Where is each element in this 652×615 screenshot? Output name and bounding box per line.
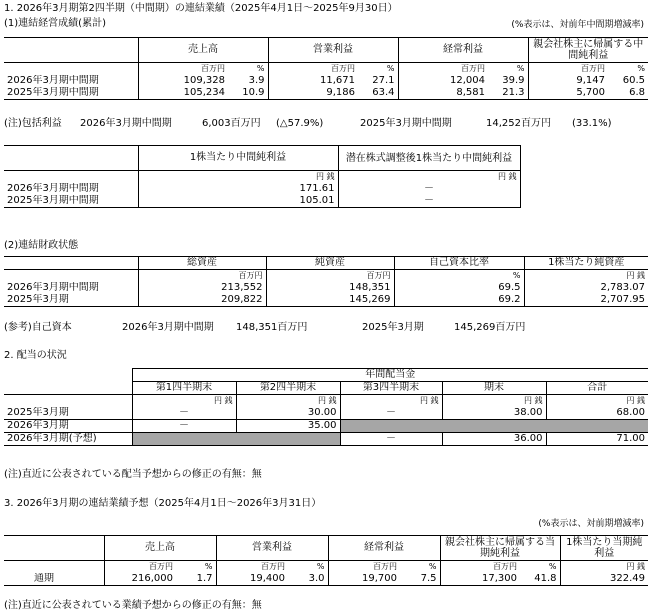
- shaded-cell: [442, 420, 546, 433]
- financial-position-heading: (2)連結財政状態: [4, 240, 79, 251]
- unit-yen: 円 銭: [138, 171, 338, 184]
- table-row: [4, 75, 648, 87]
- cell: －: [340, 407, 442, 420]
- unit-yen: 円 銭: [340, 395, 442, 408]
- unit-pct: %: [488, 63, 528, 76]
- cell: 17,300: [440, 573, 520, 586]
- cell: 60.5: [622, 75, 645, 86]
- cell: 105,234: [138, 87, 228, 100]
- unit-pct: %: [176, 561, 216, 574]
- cell: 9,186: [268, 87, 358, 100]
- forecast-note: (注)直近に公表されている業績予想からの修正の有無：無: [4, 600, 262, 611]
- note-value: 14,252百万円: [486, 118, 551, 129]
- table-row: [4, 282, 648, 294]
- header-net-profit: 親会社株主に帰属する当期純利益: [440, 536, 560, 561]
- page-title: 1. 2026年3月期第2四半期（中間期）の連結業績（2025年4月1日～2025年9月30日）: [4, 3, 398, 14]
- table-row: [4, 195, 520, 208]
- shaded-cell: [546, 420, 648, 433]
- note-period: 2025年3月期中間期: [360, 118, 452, 129]
- cell: －: [340, 433, 442, 446]
- cell: 12,004: [398, 75, 488, 87]
- cell: 3.9: [248, 75, 265, 86]
- cell: 105.01: [138, 195, 338, 208]
- row-label: 2025年3月期中間期: [4, 87, 138, 100]
- row-label: 2026年3月期中間期: [7, 183, 99, 194]
- cell: 6.8: [608, 87, 648, 100]
- cell: 36.00: [442, 433, 546, 446]
- shaded-cell: [340, 420, 442, 433]
- unit-million: 百万円: [328, 561, 400, 574]
- cell: 2,783.07: [524, 282, 648, 294]
- unit-yen: 円 銭: [560, 561, 648, 574]
- note-value: 6,003百万円: [202, 118, 261, 129]
- cell: 21.3: [488, 87, 528, 100]
- cell: 41.8: [520, 573, 560, 586]
- header-year-end: 期末: [442, 382, 546, 395]
- header-ordinary-profit: 経常利益: [398, 38, 528, 63]
- header-operating-profit: 営業利益: [268, 38, 398, 63]
- note-period: 2026年3月期中間期: [122, 322, 214, 333]
- table-row: [4, 433, 648, 446]
- row-label: 2025年3月期: [7, 407, 69, 418]
- operating-results-table: [4, 37, 648, 100]
- operating-results-pct-note: (%表示は、対前年中間期増減率): [511, 20, 644, 30]
- header-sales: 売上高: [104, 536, 216, 561]
- note-period: 2026年3月期中間期: [80, 118, 172, 129]
- cell: 8,581: [398, 87, 488, 100]
- cell: 69.5: [394, 282, 524, 294]
- unit: 円 銭: [524, 270, 648, 283]
- unit-pct: %: [400, 561, 440, 574]
- header-q1: 第1四半期末: [132, 382, 236, 395]
- unit-yen: 円 銭: [236, 395, 340, 408]
- cell: 39.9: [502, 75, 525, 86]
- unit-pct: %: [608, 63, 648, 76]
- cell: 63.4: [358, 87, 398, 100]
- forecast-heading: 3. 2026年3月期の連結業績予想（2025年4月1日～2026年3月31日）: [4, 498, 322, 509]
- header-equity-ratio: 自己資本比率: [394, 257, 524, 270]
- note-label: (参考)自己資本: [4, 322, 72, 333]
- row-label: 通期: [4, 573, 104, 586]
- header-ordinary-profit: 経常利益: [328, 536, 440, 561]
- comprehensive-income-note: [4, 118, 648, 130]
- table-row: [4, 573, 648, 586]
- unit-million: 百万円: [528, 63, 608, 76]
- cell: 68.00: [546, 407, 648, 420]
- note-pct: (33.1%): [572, 118, 612, 129]
- dividend-note: (注)直近に公表されている配当予想からの修正の有無：無: [4, 469, 262, 480]
- header-diluted-eps: 潜在株式調整後1株当たり中間純利益: [338, 146, 520, 171]
- note-label: (注)包括利益: [4, 118, 62, 129]
- unit: 百万円: [266, 270, 394, 283]
- table-row: [4, 420, 648, 433]
- cell: －: [338, 195, 520, 208]
- shaded-cell: [236, 433, 340, 446]
- row-label: 2026年3月期中間期: [7, 282, 99, 293]
- row-label: 2026年3月期中間期: [7, 75, 99, 86]
- cell: 1.7: [176, 573, 216, 586]
- cell: 209,822: [138, 294, 266, 307]
- cell: 11,671: [268, 75, 358, 87]
- unit-yen: 円 銭: [442, 395, 546, 408]
- cell: －: [132, 407, 236, 420]
- header-net-profit: 親会社株主に帰属する中間純利益: [528, 38, 648, 63]
- table-row: [4, 183, 520, 195]
- note-pct: (△57.9%): [276, 118, 324, 129]
- header-net-assets: 純資産: [266, 257, 394, 270]
- cell: 109,328: [138, 75, 228, 87]
- cell: 148,351: [266, 282, 394, 294]
- cell: 3.0: [288, 573, 328, 586]
- header-bps: 1株当たり純資産: [524, 257, 648, 270]
- cell: 30.00: [236, 407, 340, 420]
- unit-million: 百万円: [268, 63, 358, 76]
- cell: －: [132, 420, 236, 433]
- shaded-cell: [132, 433, 236, 446]
- cell: 69.2: [394, 294, 524, 307]
- header-total: 合計: [546, 382, 648, 395]
- cell: 216,000: [104, 573, 176, 586]
- cell: －: [338, 183, 520, 195]
- table-row: [4, 407, 648, 420]
- unit-yen: 円 銭: [546, 395, 648, 408]
- unit-million: 百万円: [216, 561, 288, 574]
- cell: 7.5: [400, 573, 440, 586]
- annual-dividend-header: 年間配当金: [132, 369, 648, 382]
- cell: 35.00: [236, 420, 340, 433]
- operating-results-heading: (1)連結経営成績(累計): [4, 18, 106, 29]
- unit-million: 百万円: [398, 63, 488, 76]
- table-row: [4, 87, 648, 100]
- cell: 27.1: [372, 75, 395, 86]
- cell: 10.9: [228, 87, 268, 100]
- unit-pct: %: [288, 561, 328, 574]
- row-label: 2026年3月期(予想): [4, 433, 132, 446]
- cell: 145,269: [266, 294, 394, 307]
- header-eps: 1株当たり当期純利益: [560, 536, 648, 561]
- financial-position-table: [4, 256, 648, 307]
- header-total-assets: 総資産: [138, 257, 266, 270]
- dividend-heading: 2. 配当の状況: [4, 350, 67, 361]
- dividend-table: [4, 368, 648, 446]
- cell: 322.49: [560, 573, 648, 586]
- unit-million: 百万円: [138, 63, 228, 76]
- unit: 百万円: [138, 270, 266, 283]
- cell: 213,552: [138, 282, 266, 294]
- row-label: 2025年3月期中間期: [4, 195, 138, 208]
- note-period: 2025年3月期: [362, 322, 424, 333]
- table-row: [4, 294, 648, 307]
- forecast-pct-note: (%表示は、対前期増減率): [538, 519, 644, 529]
- eps-table: [4, 145, 521, 208]
- unit-pct: %: [358, 63, 398, 76]
- header-eps: 1株当たり中間純利益: [138, 146, 338, 171]
- cell: 5,700: [528, 87, 608, 100]
- cell: 71.00: [546, 433, 648, 446]
- cell: 2,707.95: [524, 294, 648, 307]
- header-q2: 第2四半期末: [236, 382, 340, 395]
- row-label: 2025年3月期: [4, 294, 138, 307]
- cell: 19,700: [328, 573, 400, 586]
- cell: 171.61: [138, 183, 338, 195]
- header-q3: 第3四半期末: [340, 382, 442, 395]
- unit-pct: %: [228, 63, 268, 76]
- unit-yen: 円 銭: [338, 171, 520, 184]
- unit-pct: %: [520, 561, 560, 574]
- header-sales: 売上高: [138, 38, 268, 63]
- forecast-table: [4, 535, 648, 586]
- unit-million: 百万円: [104, 561, 176, 574]
- note-value: 148,351百万円: [236, 322, 308, 333]
- equity-note: [4, 322, 648, 334]
- cell: 19,400: [216, 573, 288, 586]
- cell: 38.00: [442, 407, 546, 420]
- unit: %: [394, 270, 524, 283]
- note-value: 145,269百万円: [454, 322, 526, 333]
- unit-million: 百万円: [440, 561, 520, 574]
- header-operating-profit: 営業利益: [216, 536, 328, 561]
- cell: 9,147: [528, 75, 608, 87]
- row-label: 2026年3月期: [4, 420, 132, 433]
- unit-yen: 円 銭: [132, 395, 236, 408]
